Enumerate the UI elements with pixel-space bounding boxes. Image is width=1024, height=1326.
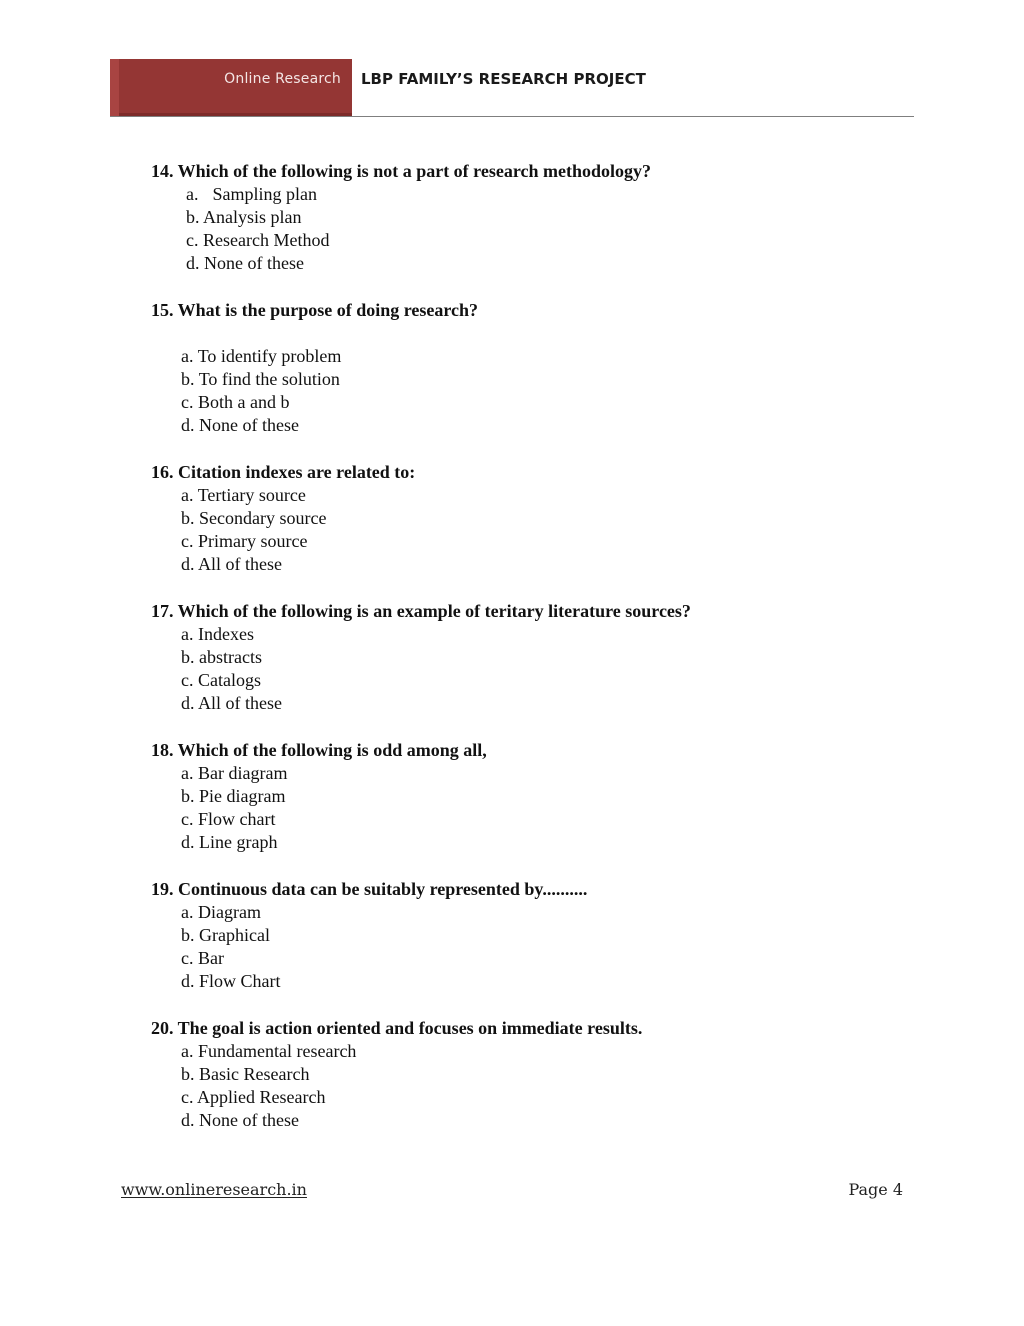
question-block (151, 461, 931, 576)
option-item (181, 1109, 931, 1132)
option-item (181, 947, 931, 970)
option-list (151, 484, 931, 576)
question-text: 17. Which of the following is an example of teritary literature sources? (151, 601, 691, 621)
option-list (151, 345, 931, 437)
question-text: 18. Which of the following is odd among all, (151, 740, 487, 760)
option-text: Catalogs (198, 670, 261, 690)
option-item (181, 924, 931, 947)
option-text: Sampling plan (212, 184, 317, 204)
option-text: Graphical (199, 925, 270, 945)
option-letter: d. (181, 415, 195, 435)
option-text: To find the solution (198, 369, 340, 389)
option-text: Line graph (199, 832, 278, 852)
option-text: Tertiary source (197, 485, 306, 505)
option-list (151, 1040, 931, 1132)
question-block (151, 878, 931, 993)
header-divider (110, 116, 914, 117)
option-text: Fundamental research (198, 1041, 357, 1061)
option-letter: c. (181, 809, 194, 829)
question-block (151, 160, 931, 275)
option-letter: a. (186, 184, 199, 204)
option-letter: b. (181, 925, 195, 945)
option-letter: a. (181, 1041, 194, 1061)
option-item (181, 669, 931, 692)
question-block (151, 1017, 931, 1132)
option-item (181, 368, 931, 391)
option-text: Bar diagram (198, 763, 288, 783)
option-text: Secondary source (199, 508, 327, 528)
question-list (151, 160, 931, 1132)
option-letter: c. (181, 670, 194, 690)
option-text: Pie diagram (199, 786, 286, 806)
question-text: 16. Citation indexes are related to: (151, 462, 416, 482)
option-letter: a. (181, 346, 194, 366)
option-item (181, 507, 931, 530)
option-letter: d. (181, 832, 195, 852)
option-item (186, 229, 931, 252)
option-letter: c. (186, 230, 199, 250)
header-brand-label: Online Research (224, 71, 341, 87)
option-text: All of these (198, 554, 282, 574)
option-text: Both a and b (198, 392, 290, 412)
option-text: Diagram (198, 902, 261, 922)
option-letter: d. (186, 253, 200, 273)
option-letter: c. (181, 392, 194, 412)
option-item (181, 530, 931, 553)
option-text: Applied Research (197, 1087, 326, 1107)
option-text: Bar (198, 948, 224, 968)
option-item (181, 646, 931, 669)
option-item (181, 414, 931, 437)
question-text: 15. What is the purpose of doing research? (151, 300, 479, 320)
option-letter: b. (181, 1064, 195, 1084)
option-item (186, 206, 931, 229)
option-letter: c. (181, 531, 194, 551)
option-item (181, 762, 931, 785)
option-letter: b. (186, 207, 200, 227)
option-item (181, 1063, 931, 1086)
option-text: Indexes (198, 624, 254, 644)
option-letter: d. (181, 693, 195, 713)
option-text: None of these (199, 415, 299, 435)
option-text: All of these (198, 693, 282, 713)
option-letter: b. (181, 647, 195, 667)
option-text: Flow chart (198, 809, 276, 829)
footer-website-link[interactable]: www.onlineresearch.in (121, 1180, 307, 1199)
option-text: Research Method (203, 230, 330, 250)
option-text: Basic Research (199, 1064, 310, 1084)
option-item (181, 623, 931, 646)
option-item (181, 345, 931, 368)
question-block (151, 299, 931, 437)
option-item (186, 183, 931, 206)
question-block (151, 739, 931, 854)
option-letter: a. (181, 485, 194, 505)
option-text: Primary source (198, 531, 308, 551)
footer-page-number: Page 4 (848, 1180, 903, 1199)
option-letter: a. (181, 624, 194, 644)
option-item (181, 808, 931, 831)
option-list (151, 623, 931, 715)
option-letter: a. (181, 902, 194, 922)
option-item (181, 785, 931, 808)
option-list (151, 762, 931, 854)
question-text: 14. Which of the following is not a part of research methodology? (151, 161, 651, 181)
option-letter: c. (181, 1087, 194, 1107)
option-letter: b. (181, 508, 195, 528)
option-letter: d. (181, 1110, 195, 1130)
option-item (181, 831, 931, 854)
option-text: abstracts (199, 647, 262, 667)
option-text: To identify problem (197, 346, 342, 366)
option-item (181, 692, 931, 715)
option-item (181, 901, 931, 924)
option-list (151, 901, 931, 993)
question-text: 19. Continuous data can be suitably represented by.......... (151, 879, 588, 899)
option-item (181, 484, 931, 507)
option-letter: c. (181, 948, 194, 968)
option-letter: a. (181, 763, 194, 783)
option-item (181, 553, 931, 576)
option-text: None of these (204, 253, 304, 273)
header-title: LBP FAMILY’S RESEARCH PROJECT (361, 70, 646, 88)
option-letter: b. (181, 786, 195, 806)
option-letter: d. (181, 554, 195, 574)
option-item (181, 1040, 931, 1063)
option-text: Flow Chart (199, 971, 281, 991)
option-list (151, 183, 931, 275)
option-letter: d. (181, 971, 195, 991)
option-item (181, 970, 931, 993)
question-text: 20. The goal is action oriented and focuses on immediate results. (151, 1018, 643, 1038)
option-text: Analysis plan (203, 207, 302, 227)
option-item (186, 252, 931, 275)
option-letter: b. (181, 369, 195, 389)
header-band (110, 59, 352, 117)
option-item (181, 391, 931, 414)
option-text: None of these (199, 1110, 299, 1130)
option-item (181, 1086, 931, 1109)
question-block (151, 600, 931, 715)
